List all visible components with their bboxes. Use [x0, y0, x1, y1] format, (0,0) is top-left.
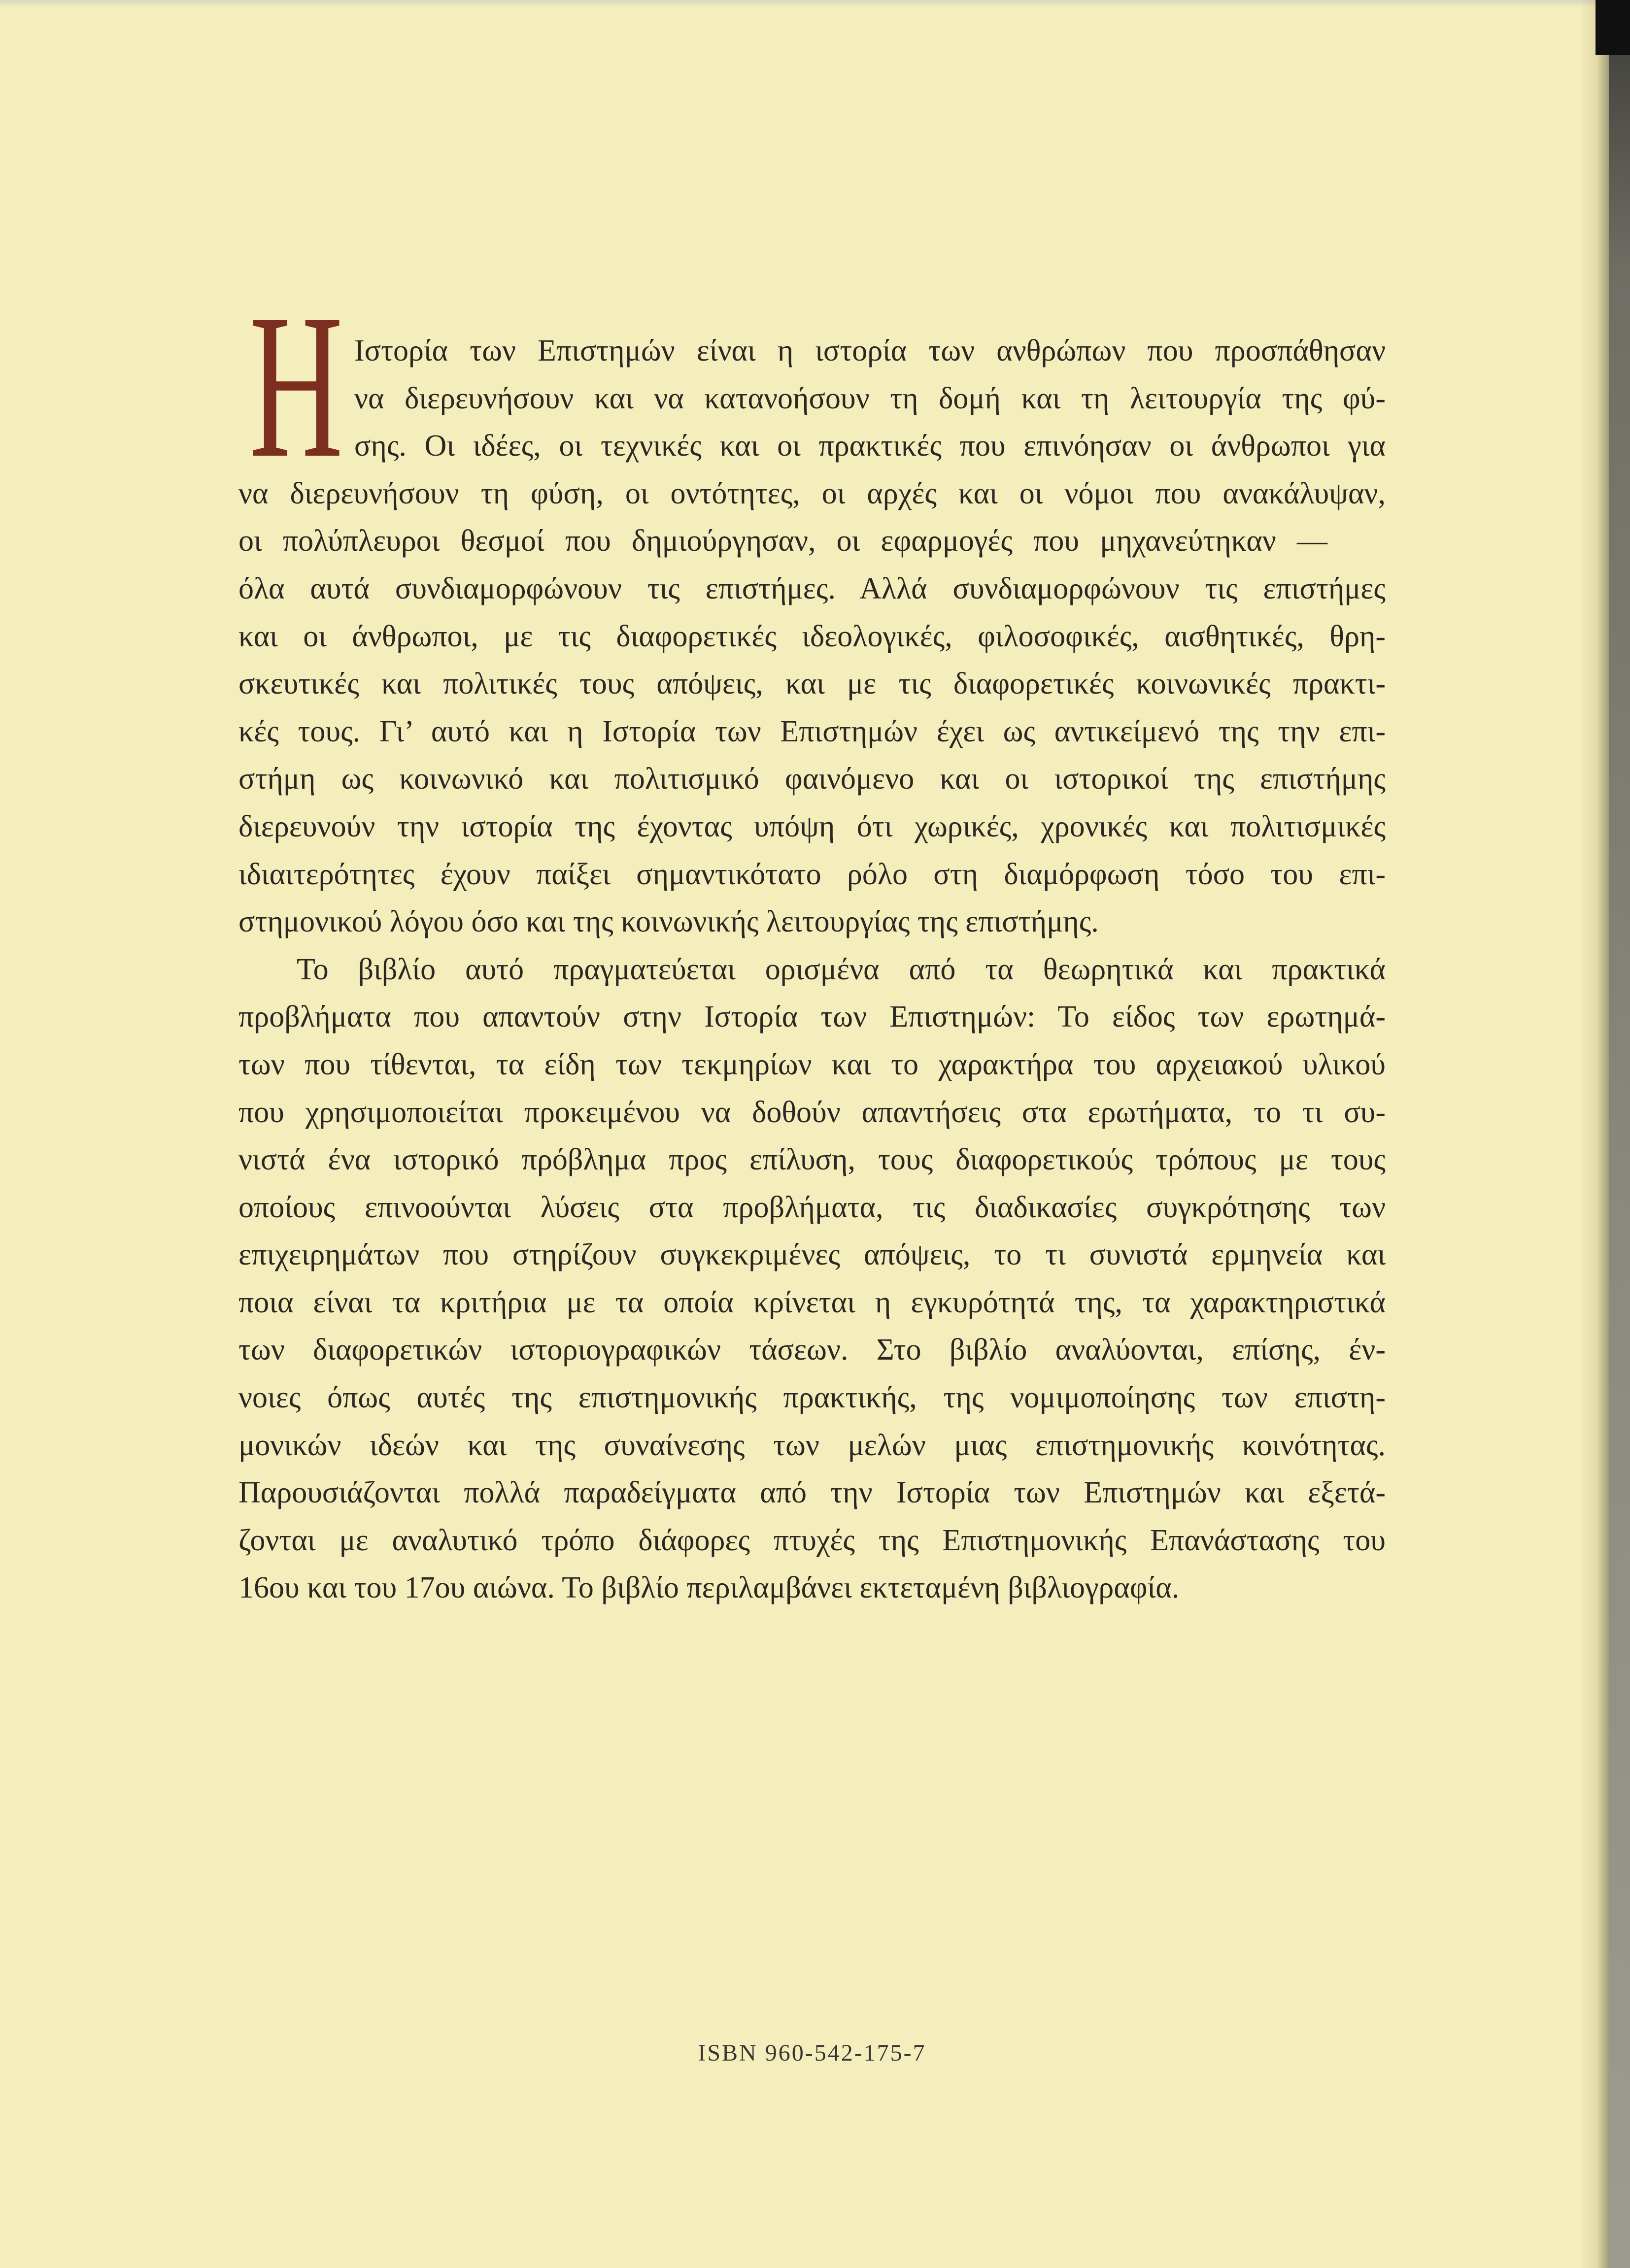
- text-line: που χρησιμοποιείται προκειμένου να δοθούν απαντήσεις στα ερωτήματα, το τι συ-: [238, 1095, 1386, 1129]
- text-line: σκευτικές και πολιτικές τους απόψεις, και με τις διαφορετικές κοινωνικές πρακτι-: [238, 667, 1386, 701]
- paragraph-2: [238, 946, 1386, 1612]
- text-line: των που τίθενται, τα είδη των τεκμηρίων και το χαρακτήρα του αρχειακού υλικού: [238, 1047, 1386, 1081]
- text-line: στήμη ως κοινωνικό και πολιτισμικό φαινόμενο και οι ιστορικοί της επιστήμης: [238, 762, 1386, 796]
- text-line: κές τους. Γι’ αυτό και η Ιστορία των Επιστημών έχει ως αντικείμενό της την επι-: [238, 714, 1386, 748]
- text-line: να διερευνήσουν τη φύση, οι οντότητες, οι αρχές και οι νόμοι που ανακάλυψαν,: [238, 476, 1386, 510]
- text-line: 16ου και του 17ου αιώνα. Το βιβλίο περιλαμβάνει εκτεταμένη βιβλιογραφία.: [238, 1571, 1180, 1605]
- text-line: Ιστορία των Επιστημών είναι η ιστορία των ανθρώπων που προσπάθησαν: [354, 334, 1386, 367]
- text-line: ιδιαιτερότητες έχουν παίξει σημαντικότατο ρόλο στη διαμόρφωση τόσο του επι-: [238, 857, 1386, 891]
- blurb-text: [238, 327, 1386, 1612]
- text-line: νιστά ένα ιστορικό πρόβλημα προς επίλυση, τους διαφορετικούς τρόπους με τους: [238, 1143, 1386, 1177]
- isbn-number: ISBN 960-542-175-7: [698, 2040, 926, 2066]
- text-line: Το βιβλίο αυτό πραγματεύεται ορισμένα από τα θεωρητικά και πρακτικά: [297, 952, 1386, 986]
- cover-right-edge-shadow: [1579, 0, 1609, 2268]
- paragraph-1: [238, 327, 1386, 946]
- drop-cap: Η: [249, 271, 343, 500]
- text-line: και οι άνθρωποι, με τις διαφορετικές ιδεολογικές, φιλοσοφικές, αισθητικές, θρη-: [238, 619, 1386, 653]
- text-line: Παρουσιάζονται πολλά παραδείγματα από την Ιστορία των Επιστημών και εξετά-: [238, 1476, 1386, 1510]
- text-line: οι πολύπλευροι θεσμοί που δημιούργησαν, οι εφαρμογές που μηχανεύτηκαν —: [238, 524, 1327, 558]
- text-line: προβλήματα που απαντούν στην Ιστορία των Επιστημών: Το είδος των ερωτημά-: [238, 1000, 1386, 1034]
- text-line: νοιες όπως αυτές της επιστημονικής πρακτικής, της νομιμοποίησης των επιστη-: [238, 1381, 1386, 1415]
- scan-right-border: [1609, 0, 1630, 2268]
- scan-top-edge: [0, 0, 1630, 7]
- scan-corner-shadow: [1596, 0, 1630, 55]
- text-line: στημονικού λόγου όσο και της κοινωνικής λειτουργίας της επιστήμης.: [238, 905, 1099, 939]
- text-line: όλα αυτά συνδιαμορφώνουν τις επιστήμες. Αλλά συνδιαμορφώνουν τις επιστήμες: [238, 571, 1386, 605]
- text-line: ποια είναι τα κριτήρια με τα οποία κρίνεται η εγκυρότητά της, τα χαρακτηριστικά: [238, 1285, 1386, 1319]
- text-line: σης. Οι ιδέες, οι τεχνικές και οι πρακτικές που επινόησαν οι άνθρωποι για: [354, 429, 1386, 463]
- text-line: να διερευνήσουν και να κατανοήσουν τη δομή και τη λειτουργία της φύ-: [354, 381, 1386, 415]
- text-line: οποίους επινοούνται λύσεις στα προβλήματα, τις διαδικασίες συγκρότησης των: [238, 1190, 1386, 1224]
- text-line: των διαφορετικών ιστοριογραφικών τάσεων. Στο βιβλίο αναλύονται, επίσης, έν-: [238, 1333, 1386, 1367]
- text-line: διερευνούν την ιστορία της έχοντας υπόψη ότι χωρικές, χρονικές και πολιτισμικές: [238, 809, 1386, 843]
- text-line: επιχειρημάτων που στηρίζουν συγκεκριμένες απόψεις, το τι συνιστά ερμηνεία και: [238, 1238, 1386, 1272]
- text-line: μονικών ιδεών και της συναίνεσης των μελών μιας επιστημονικής κοινότητας.: [238, 1428, 1386, 1462]
- text-line: ζονται με αναλυτικό τρόπο διάφορες πτυχές της Επιστημονικής Επανάστασης του: [238, 1523, 1386, 1557]
